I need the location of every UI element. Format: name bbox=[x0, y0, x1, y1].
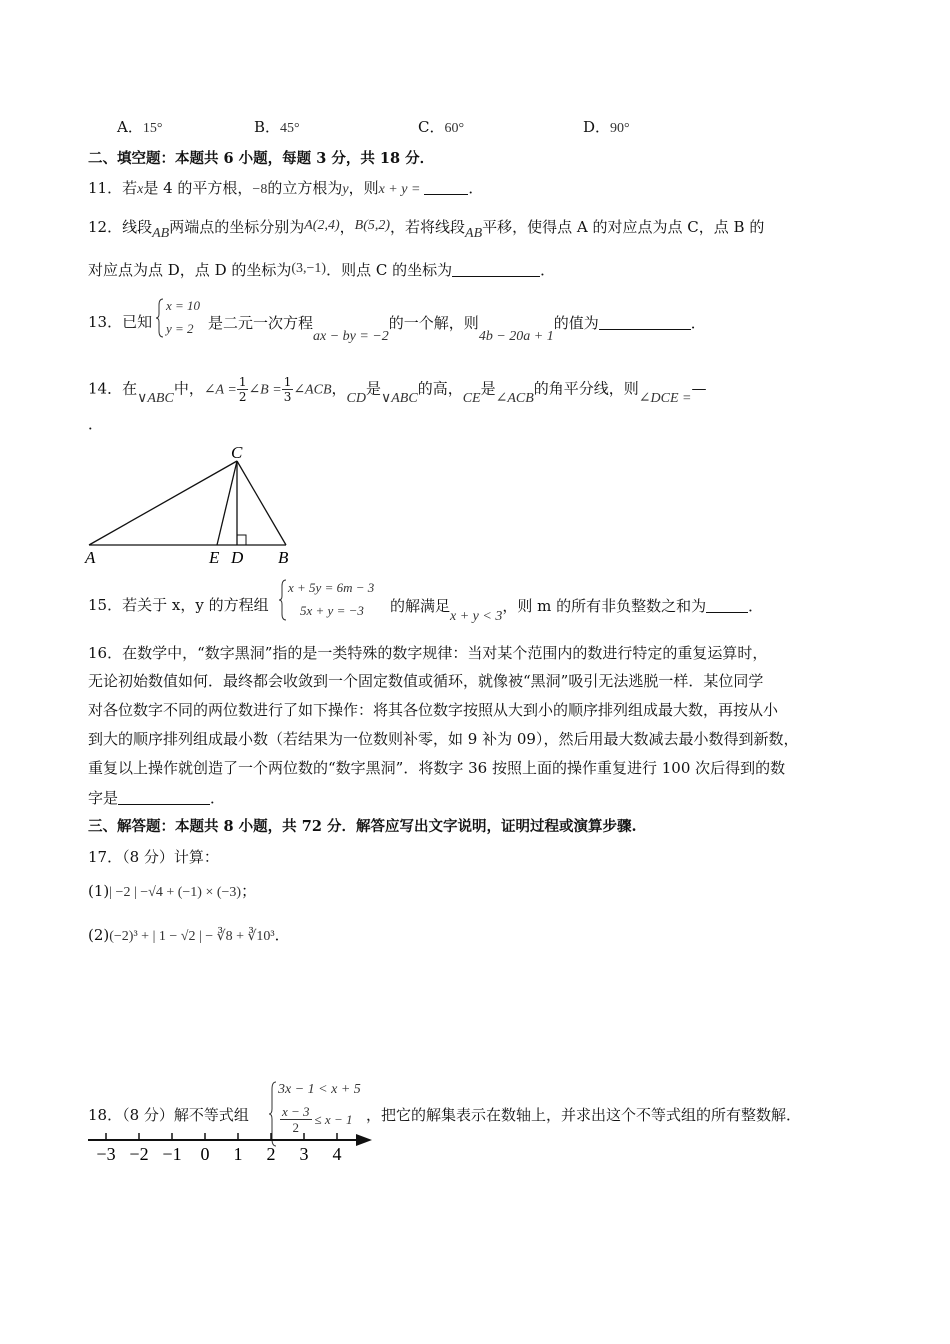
q13-text-2: 是二元一次方程 bbox=[208, 314, 314, 332]
q16-line-2: 无论初始数值如何．最终都会收敛到一个固定数值或循环，就像被“黑洞”吸引无法逃脱一样．某位同学 bbox=[88, 672, 764, 690]
q13-brace-icon bbox=[155, 297, 165, 339]
section2-header: 二、填空题：本题共 6 小题，每题 3 分，共 18 分． bbox=[88, 150, 435, 167]
q12-answer-blank[interactable] bbox=[452, 262, 540, 277]
label-a: A bbox=[85, 548, 96, 567]
question-14 bbox=[88, 375, 707, 406]
q14-fraction-1 bbox=[237, 376, 249, 403]
option-c-value: 60° bbox=[444, 121, 465, 136]
q16-line-1-text: 在数学中，“数字黑洞”指的是一类特殊的数字规律：当对某个范围内的数进行特定的重复运算时， bbox=[122, 644, 768, 662]
q13-eq-2: y = 2 bbox=[166, 321, 194, 336]
q15-answer-blank[interactable] bbox=[706, 598, 748, 613]
q16-number: 16． bbox=[88, 644, 123, 662]
section3-header: 三、解答题：本题共 8 小题，共 72 分．解答应写出文字说明，证明过程或演算步骤. bbox=[88, 818, 637, 835]
segment-cb bbox=[237, 461, 286, 545]
q15-text-2: 的解满足 bbox=[390, 597, 451, 615]
q18-frac-den: 2 bbox=[292, 1120, 300, 1135]
number-line-tick-label: 2 bbox=[266, 1144, 276, 1164]
label-b: B bbox=[278, 548, 289, 567]
q16-end: ． bbox=[210, 789, 226, 807]
q17-p2-expr: (−2)³ + | 1 − √2 | − ∛8 + ∛10³ bbox=[109, 929, 275, 944]
q12-point-b: B(5,2) bbox=[354, 218, 391, 233]
number-line-tick-label: 1 bbox=[233, 1144, 243, 1164]
q13-number: 13． bbox=[88, 313, 123, 331]
q18-frac-num: x − 3 bbox=[282, 1104, 310, 1119]
q17-p1-expr: | −2 | −√4 + (−1) × (−3) bbox=[109, 885, 242, 900]
q12-end: ． bbox=[540, 261, 556, 279]
q16-line-6 bbox=[88, 790, 225, 806]
q12-text-b: 两端点的坐标分别为 bbox=[169, 218, 305, 236]
q11-text-2: 是 4 的平方根， bbox=[143, 179, 253, 197]
q14-end-dot: ． bbox=[88, 415, 104, 433]
question-16-line-1 bbox=[88, 646, 767, 661]
q16-line-3: 对各位数字不同的两位数进行了如下操作：将其各位数字按照从大到小的顺序排列组成最大数，再按从小 bbox=[88, 701, 779, 719]
q12-point-d: (3,−1) bbox=[291, 261, 327, 276]
q13-text-3: 的一个解，则 bbox=[388, 314, 479, 332]
number-line-tick-label: 3 bbox=[299, 1144, 309, 1164]
q14-cd: CD bbox=[346, 390, 366, 406]
q12-comma: ， bbox=[339, 218, 355, 236]
q12-text-a: 线段 bbox=[122, 218, 153, 236]
q15-eq-2: 5x + y = −3 bbox=[300, 603, 364, 618]
segment-ce bbox=[217, 461, 237, 545]
label-e: E bbox=[209, 548, 220, 567]
option-a bbox=[117, 120, 162, 136]
q11-answer-blank[interactable] bbox=[424, 180, 468, 195]
question-13 bbox=[88, 315, 152, 330]
q14-triangle-2: ∨ABC bbox=[380, 390, 418, 406]
q14-frac2-den: 3 bbox=[283, 390, 292, 404]
number-line-tick-label: −1 bbox=[162, 1144, 182, 1164]
q17-part-1 bbox=[88, 884, 256, 900]
option-c bbox=[418, 120, 464, 136]
q14-text-1: 在 bbox=[122, 379, 138, 398]
q13-text-1: 已知 bbox=[122, 313, 153, 331]
q14-dash[interactable]: — bbox=[691, 379, 707, 398]
q12-ab-2: AB bbox=[465, 226, 483, 241]
q14-text-2: 中， bbox=[173, 379, 204, 398]
q13-text-4: 的值为 bbox=[553, 314, 599, 332]
q11-y: y bbox=[342, 182, 349, 197]
q15-text-3: ，则 m 的所有非负整数之和为 bbox=[502, 597, 707, 615]
q13-equation: ax − by = −2 bbox=[313, 329, 389, 344]
segment-ac bbox=[89, 461, 237, 545]
question-15 bbox=[88, 598, 269, 613]
right-angle-mark bbox=[237, 535, 246, 545]
q15-number: 15． bbox=[88, 596, 123, 614]
option-d-label: D． bbox=[583, 118, 611, 136]
question-15-rest bbox=[390, 597, 764, 624]
q11-text-4: ，则 bbox=[348, 179, 379, 197]
q14-text-7: 的角平分线，则 bbox=[533, 379, 639, 398]
q18-text-2: ，把它的解集表示在数轴上，并求出这个不等式组的所有整数解． bbox=[366, 1106, 802, 1124]
q13-expression: 4b − 20a + 1 bbox=[478, 329, 554, 344]
q11-number: 11． bbox=[88, 179, 123, 197]
number-line-tick-label: 4 bbox=[332, 1144, 342, 1164]
q11-x: x bbox=[137, 182, 144, 197]
option-b-value: 45° bbox=[280, 121, 300, 136]
q14-frac1-num: 1 bbox=[238, 375, 247, 389]
q13-answer-blank[interactable] bbox=[599, 315, 691, 330]
number-line[interactable] bbox=[80, 1128, 380, 1168]
q18-text-1: 18．（8 分）解不等式组 bbox=[88, 1106, 249, 1124]
q15-eq-1: x + 5y = 6m − 3 bbox=[288, 580, 375, 595]
q17-p2-label: (2) bbox=[88, 926, 110, 944]
q14-ask: ∠DCE = bbox=[638, 390, 692, 406]
q11-expr: x + y = bbox=[378, 182, 421, 197]
q16-line-6-text: 字是 bbox=[88, 789, 119, 807]
q11-neg8: −8 bbox=[252, 182, 268, 197]
q11-end: ． bbox=[468, 179, 484, 197]
option-a-label: A． bbox=[117, 118, 143, 136]
label-c: C bbox=[231, 443, 243, 462]
q15-text-1: 若关于 x，y 的方程组 bbox=[122, 596, 269, 614]
label-d: D bbox=[231, 548, 244, 567]
option-a-value: 15° bbox=[142, 121, 163, 136]
q12-point-a: A(2,4) bbox=[304, 218, 340, 233]
q14-text-6: 是 bbox=[480, 379, 496, 398]
question-12-line-2 bbox=[88, 262, 555, 279]
q17-p1-end: ； bbox=[241, 882, 257, 900]
q18-ineq-1: 3x − 1 < x + 5 bbox=[278, 1082, 361, 1097]
question-11 bbox=[88, 180, 483, 197]
q15-system bbox=[278, 578, 388, 622]
q14-angle-a: ∠A = bbox=[203, 382, 237, 398]
question-12-line-1 bbox=[88, 218, 765, 241]
q12-text-d: 平移，使得点 A 的对应点为点 C，点 B 的 bbox=[482, 218, 765, 236]
question-13-rest bbox=[208, 314, 706, 344]
number-line-arrow-icon bbox=[356, 1134, 372, 1146]
q17-title: 17．（8 分）计算： bbox=[88, 848, 219, 866]
q17-p1-label: (1) bbox=[88, 882, 110, 900]
q12-ab: AB bbox=[152, 226, 170, 241]
q14-number: 14． bbox=[88, 379, 123, 398]
option-c-label: C． bbox=[418, 118, 445, 136]
q15-condition: x + y < 3 bbox=[450, 609, 503, 624]
q15-brace-icon bbox=[278, 578, 288, 622]
q14-frac1-den: 2 bbox=[238, 390, 247, 404]
option-b bbox=[254, 120, 300, 136]
option-b-label: B． bbox=[254, 118, 281, 136]
q16-line-5: 重复以上操作就创造了一个两位数的“数字黑洞”．将数字 36 按照上面的操作重复进行 100 次后得到的数 bbox=[88, 759, 786, 777]
option-d bbox=[583, 120, 630, 136]
q14-text-3: ， bbox=[331, 379, 347, 398]
number-line-tick-label: −3 bbox=[96, 1144, 116, 1164]
option-d-value: 90° bbox=[610, 121, 630, 136]
number-line-ticks bbox=[96, 1133, 341, 1164]
q11-text-3: 的立方根为 bbox=[267, 179, 343, 197]
q14-ce: CE bbox=[462, 390, 481, 406]
q13-end: ． bbox=[690, 314, 706, 332]
number-line-tick-label: −2 bbox=[129, 1144, 149, 1164]
q14-triangle: ∨ABC bbox=[137, 390, 174, 406]
triangle-figure bbox=[80, 438, 300, 568]
q16-answer-blank[interactable] bbox=[118, 790, 210, 805]
q14-angle-acb: ∠ACB bbox=[293, 382, 332, 398]
q13-system bbox=[155, 297, 215, 339]
q18-ineq-2-rest: ≤ x − 1 bbox=[314, 1111, 353, 1127]
q17-p2-end: ． bbox=[274, 926, 290, 944]
q14-frac2-num: 1 bbox=[283, 375, 292, 389]
q15-end: ． bbox=[748, 597, 764, 615]
q17-part-2 bbox=[88, 928, 290, 944]
q13-eq-1: x = 10 bbox=[166, 298, 201, 313]
q12-text-c: ，若将线段 bbox=[390, 218, 466, 236]
q14-angle-b: ∠B = bbox=[248, 382, 282, 398]
q14-text-4: 是 bbox=[365, 379, 381, 398]
q14-fraction-2 bbox=[282, 376, 294, 403]
number-line-tick-label: 0 bbox=[200, 1144, 210, 1164]
q14-text-5: 的高， bbox=[417, 379, 463, 398]
q11-text-1: 若 bbox=[122, 179, 138, 197]
q12-text-2b: ．则点 C 的坐标为 bbox=[326, 261, 453, 279]
q12-number: 12． bbox=[88, 218, 123, 236]
q16-line-4: 到大的顺序排列组成最小数（若结果为一位数则补零，如 9 补为 09），然后用最大数减去最小数得到新数， bbox=[88, 730, 799, 748]
q14-angle-acb-2: ∠ACB bbox=[495, 390, 534, 406]
q12-text-2a: 对应点为点 D，点 D 的坐标为 bbox=[88, 261, 292, 279]
